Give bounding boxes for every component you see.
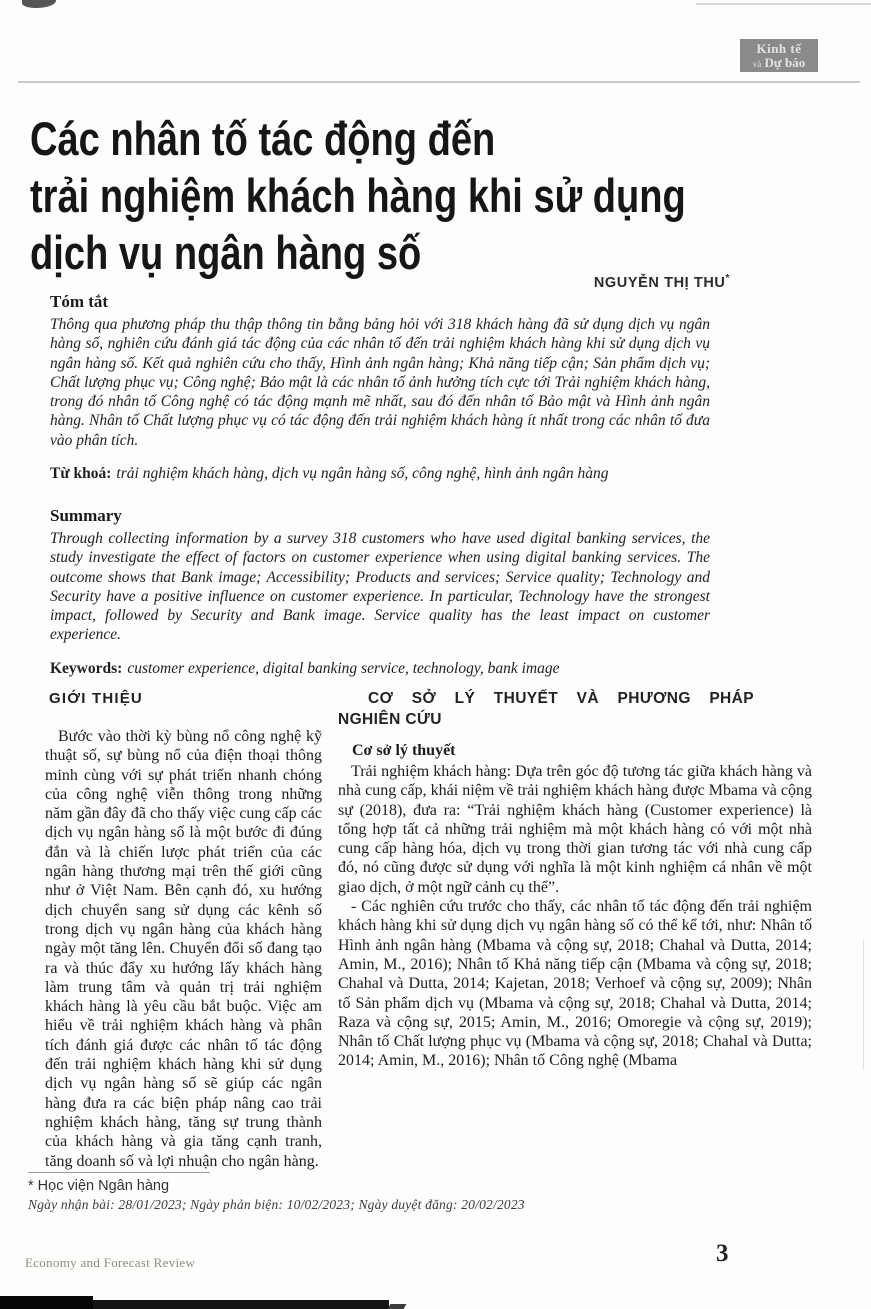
intro-paragraph: Bước vào thời kỳ bùng nổ công nghệ kỹ thuật số, sự bùng nổ của điện thoại thông minh cùng với sự phát triển nhanh chóng của công nghệ viễn thông trong những năm gần đây đã cho thấy việc cung cấp các dịch vụ ngân hàng số là một bước đi đúng đắn và là chiến lược phát triển của các ngân hàng thương mại trên thế giới cũng như ở Việt Nam. Bên cạnh đó, xu hướng dịch chuyển sang sử dụng các kênh số trong dịch vụ ngân hàng của khách hàng ngày một tăng lên. Chuyển đổi số đang tạo ra và thúc đẩy xu hướng lấy khách hàng làm trung tâm và quản trị trải nghiệm khách hàng là yêu cầu bắt buộc. Việc am hiểu về trải nghiệm khách hàng và phân tích đánh giá được các nhân tố tác động đến trải nghiệm khách hàng khi sử dụng dịch vụ ngân hàng số sẽ giúp các ngân hàng đưa ra các biện pháp nâng cao trải nghiệm khách hàng, tăng sự trung thành của khách hàng và gia tăng cạnh tranh, tăng doanh số và lợi nhuận cho ngân hàng.	[45, 728, 322, 1170]
author-affiliation: * Học viện Ngân hàng	[28, 1178, 170, 1194]
footnote-divider	[28, 1172, 210, 1173]
abstract-body-vi: Thông qua phương pháp thu thập thông tin bằng bảng hỏi với 318 khách hàng đã sử dụng dịch vụ ngân hàng số, nghiên cứu đánh giá tác động của các nhân tố đến trải nghiệm khách hàng khi sử dụng dịch vụ ngân hàng số. Kết quả nghiên cứu cho thấy, Hình ảnh ngân hàng; Khả năng tiếp cận; Sản phẩm dịch vụ; Chất lượng phục vụ; Công nghệ; Bảo mật là các nhân tố ảnh hưởng tích cực tới Trải nghiệm khách hàng, trong đó nhân tố Công nghệ có tác động mạnh mẽ nhất, sau đó đến nhân tố Bảo mật và Hình ảnh ngân hàng. Nhân tố Chất lượng phục vụ có tác động đến trải nghiệm khách hàng ít nhất trong các nhân tố đưa vào phân tích.	[50, 316, 710, 449]
submission-dates: Ngày nhận bài: 28/01/2023; Ngày phản biện: 10/02/2023; Ngày duyệt đăng: 20/02/2023	[28, 1197, 525, 1212]
scan-corner-artifact	[22, 0, 56, 8]
author-name-text: NGUYỄN THỊ THU	[593, 274, 726, 291]
keywords-line-vi	[50, 464, 710, 483]
journal-logo-line1: Kinh tế	[756, 41, 802, 56]
abstract-section-vi	[50, 292, 710, 483]
article-title-line3: dịch vụ ngân hàng số	[30, 226, 422, 279]
left-column	[45, 688, 322, 1171]
bottom-scan-bar-speck	[388, 1304, 407, 1309]
keywords-line-en	[50, 659, 710, 678]
scan-right-edge-artifact	[863, 940, 864, 1070]
author-name	[400, 273, 730, 291]
journal-name-footer: Economy and Forecast Review	[25, 1255, 196, 1270]
article-title	[30, 110, 850, 281]
footnote-block	[28, 1172, 728, 1213]
keywords-text-vi: trải nghiệm khách hàng, dịch vụ ngân hàng số, công nghệ, hình ảnh ngân hàng	[116, 465, 609, 483]
theory-paragraph-1: Trải nghiệm khách hàng: Dựa trên góc độ tương tác giữa khách hàng và nhà cung cấp, khái niệm về trải nghiệm khách hàng được Mbama và cộng sự (2018), đưa ra: “Trải nghiệm khách hàng (Customer experience) là tổng hợp tất cả những trải nghiệm mà một khách hàng có với một nhà cung cấp hàng hóa, dịch vụ trong thời gian tương tác với nhà cung cấp đó, nó cũng được sử dụng với nghĩa là một kinh nghiệm cá nhân về một giao dịch, ở một ngữ cảnh cụ thể”.	[338, 763, 812, 896]
journal-logo	[740, 39, 818, 72]
author-footnote-mark: *	[725, 273, 730, 284]
keywords-text-en: customer experience, digital banking service, technology, bank image	[127, 659, 560, 677]
journal-logo-line2-small: và	[752, 58, 762, 69]
two-column-body	[45, 688, 812, 1171]
theory-section-heading	[338, 688, 812, 730]
keywords-label-en: Keywords:	[50, 659, 123, 677]
theory-section-heading-line1: CƠ SỞ LÝ THUYẾT VÀ PHƯƠNG PHÁP	[368, 690, 754, 707]
right-column	[338, 688, 812, 1171]
journal-logo-line2	[740, 56, 818, 70]
keywords-label-vi: Từ khoá:	[50, 465, 112, 483]
abstract-section-en	[50, 506, 710, 678]
scan-edge-artifact	[696, 3, 871, 5]
journal-logo-line2-main: Dự báo	[764, 54, 806, 70]
summary-body: Through collecting information by a survey 318 customers who have used digital banking services, the study investigate the effect of factors on customer experience when using digital banking services. The outcome shows that Bank image; Accessibility; Products and services; Service quality; Technology and Security have a positive influence on customer experience. In particular, Technology have the strongest impact, followed by Security and Bank image. Service quality has the least impact on customer experience.	[50, 530, 710, 644]
header-divider	[18, 81, 860, 83]
page-number: 3	[716, 1240, 729, 1267]
summary-heading: Summary	[50, 506, 122, 525]
theory-subheading: Cơ sở lý thuyết	[352, 742, 456, 759]
abstract-heading-vi: Tóm tắt	[50, 292, 109, 311]
theory-paragraph-2: - Các nghiên cứu trước cho thấy, các nhân tố tác động đến trải nghiệm khách hàng khi sử dụng dịch vụ ngân hàng số có thể kể tới, như: Nhân tố Hình ảnh ngân hàng (Mbama và cộng sự, 2018; Chahal và Dutta, 2014; Amin, M., 2016); Nhân tố Khả năng tiếp cận (Mbama và cộng sự, 2018; Chahal và Dutta, 2014; Kajetan, 2018; Verhoef và cộng sự, 2009); Nhân tố Sản phẩm dịch vụ (Mbama và cộng sự, 2018; Chahal và Dutta, 2014; Raza và cộng sự, 2015; Amin, M., 2016; Omoregie và cộng sự, 2019); Nhân tố Chất lượng phục vụ (Mbama và cộng sự, 2018; Chahal và Dutta; 2014; Amin, M., 2016); Nhân tố Công nghệ (Mbama	[338, 898, 812, 1070]
theory-section-heading-line2: NGHIÊN CỨU	[338, 711, 442, 728]
article-title-line2: trải nghiệm khách hàng khi sử dụng	[30, 169, 686, 222]
intro-section-heading: GIỚI THIỆU	[49, 690, 143, 707]
bottom-scan-bar-thick	[0, 1296, 93, 1309]
article-title-line1: Các nhân tố tác động đến	[30, 112, 496, 165]
